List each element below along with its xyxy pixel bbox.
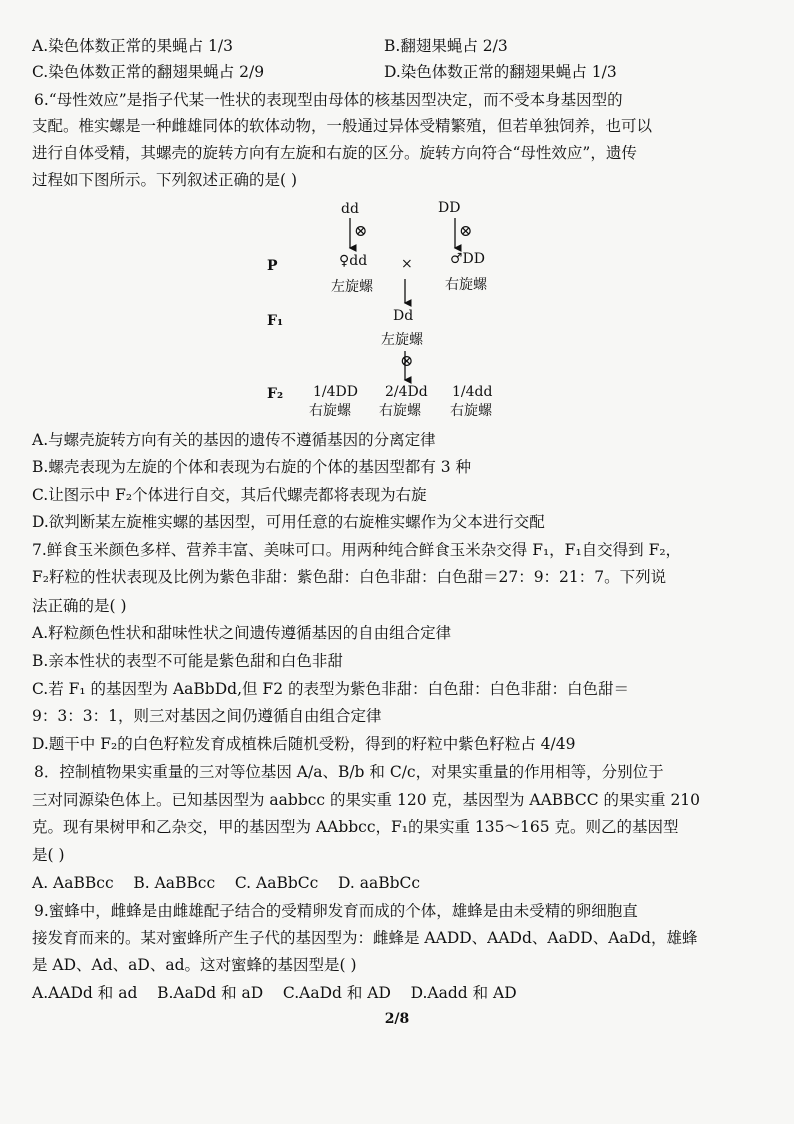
q6-option: A.与螺壳旋转方向有关的基因的遗传不遵循基因的分离定律	[32, 431, 436, 449]
q6-option: B.螺壳表现为左旋的个体和表现为右旋的个体的基因型都有 3 种	[32, 458, 472, 476]
generation-f2-label: F₂	[267, 386, 284, 402]
q5-option-b: B.翻翅果蝇占 2/3	[384, 37, 508, 55]
selfing-symbol: ⊗	[400, 351, 414, 370]
page-number: 2/8	[384, 1011, 410, 1027]
q7-option: 9：3：3：1，则三对基因之间仍遵循自由组合定律	[32, 707, 382, 725]
q7-stem-line: 法正确的是( )	[32, 597, 127, 615]
q6-option: D.欲判断某左旋椎实螺的基因型，可用任意的右旋椎实螺作为父本进行交配	[32, 513, 545, 531]
generation-p-label: P	[267, 258, 278, 274]
q6-stem-line: 6.“母性效应”是指子代某一性状的表现型由母体的核基因型决定，而不受本身基因型的	[34, 91, 623, 109]
q5-option-row-1	[32, 36, 762, 56]
q5-option-c: C.染色体数正常的翻翅果蝇占 2/9	[32, 63, 265, 81]
q6-stem-line: 支配。椎实螺是一种雌雄同体的软体动物，一般通过异体受精繁殖，但若单独饲养，也可以	[32, 117, 653, 135]
p-male-genotype: ♂DD	[450, 251, 485, 267]
q5-option-a: A.染色体数正常的果蝇占 1/3	[32, 37, 233, 55]
q8-options: A. AaBBcc B. AaBBcc C. AaBbCc D. aaBbCc	[32, 874, 421, 892]
q7-option: B.亲本性状的表型不可能是紫色甜和白色非甜	[32, 652, 343, 670]
q7-option: C.若 F₁ 的基因型为 AaBbDd,但 F2 的表型为紫色非甜：白色甜：白色非甜：白色甜＝	[32, 680, 629, 698]
inheritance-diagram	[255, 196, 525, 418]
q6-stem-line: 过程如下图所示。下列叙述正确的是( )	[32, 171, 298, 189]
parent-right-genotype: DD	[438, 200, 461, 216]
q5-option-d: D.染色体数正常的翻翅果蝇占 1/3	[384, 63, 617, 81]
q9-stem-line: 接发育而来的。某对蜜蜂所产生子代的基因型为：雌蜂是 AADD、AADd、AaDD、AaDd，雄蜂	[32, 929, 698, 947]
selfing-symbol: ⊗	[354, 221, 368, 240]
f2-genotype-dd-hetero: 2/4Dd	[385, 384, 428, 400]
q7-option: D.题干中 F₂的白色籽粒发育成植株后随机受粉，得到的籽粒中紫色籽粒占 4/49	[32, 735, 576, 753]
f2-phenotype: 右旋螺	[450, 403, 492, 419]
p-female-genotype: ♀dd	[339, 253, 368, 269]
cross-symbol: ×	[401, 256, 413, 272]
q8-stem-line: 克。现有果树甲和乙杂交，甲的基因型为 AAbbcc，F₁的果实重 135～165 克。则乙的基因型	[32, 818, 679, 836]
q9-stem-line: 9.蜜蜂中，雌蜂是由雌雄配子结合的受精卵发育而成的个体，雄蜂是由未受精的卵细胞直	[34, 902, 638, 920]
f1-genotype: Dd	[393, 308, 414, 324]
f2-phenotype: 右旋螺	[309, 403, 351, 419]
q8-stem-line: 三对同源染色体上。已知基因型为 aabbcc 的果实重 120 克，基因型为 AABBCC 的果实重 210	[32, 791, 701, 809]
f1-phenotype: 左旋螺	[381, 332, 423, 348]
q7-stem-line: F₂籽粒的性状表现及比例为紫色非甜：紫色甜：白色非甜：白色甜＝27：9：21：7。下列说	[32, 568, 667, 586]
selfing-symbol: ⊗	[459, 221, 473, 240]
q9-stem-line: 是 AD、Ad、aD、ad。这对蜜蜂的基因型是( )	[32, 956, 357, 974]
q6-option: C.让图示中 F₂个体进行自交，其后代螺壳都将表现为右旋	[32, 486, 427, 504]
q8-stem-line: 是( )	[32, 846, 65, 864]
p-male-phenotype: 右旋螺	[445, 277, 487, 293]
q5-option-row-2	[32, 62, 762, 82]
f2-genotype-dd-recessive: 1/4dd	[452, 384, 493, 400]
q6-stem-line: 进行自体受精，其螺壳的旋转方向有左旋和右旋的区分。旋转方向符合“母性效应”，遗传	[32, 144, 637, 162]
p-female-phenotype: 左旋螺	[331, 279, 373, 295]
q7-stem-line: 7.鲜食玉米颜色多样、营养丰富、美味可口。用两种纯合鲜食玉米杂交得 F₁，F₁自交得到 F₂，	[32, 541, 682, 559]
f2-phenotype: 右旋螺	[379, 403, 421, 419]
q7-option: A.籽粒颜色性状和甜味性状之间遗传遵循基因的自由组合定律	[32, 624, 452, 642]
q9-options: A.AADd 和 ad B.AaDd 和 aD C.AaDd 和 AD D.Aadd 和 AD	[32, 984, 517, 1002]
parent-left-genotype: dd	[341, 201, 359, 217]
q8-stem-line: 8．控制植物果实重量的三对等位基因 A/a、B/b 和 C/c，对果实重量的作用相等，分别位于	[34, 763, 664, 781]
generation-f1-label: F₁	[267, 313, 284, 329]
f2-genotype-dd-homo: 1/4DD	[313, 384, 358, 400]
